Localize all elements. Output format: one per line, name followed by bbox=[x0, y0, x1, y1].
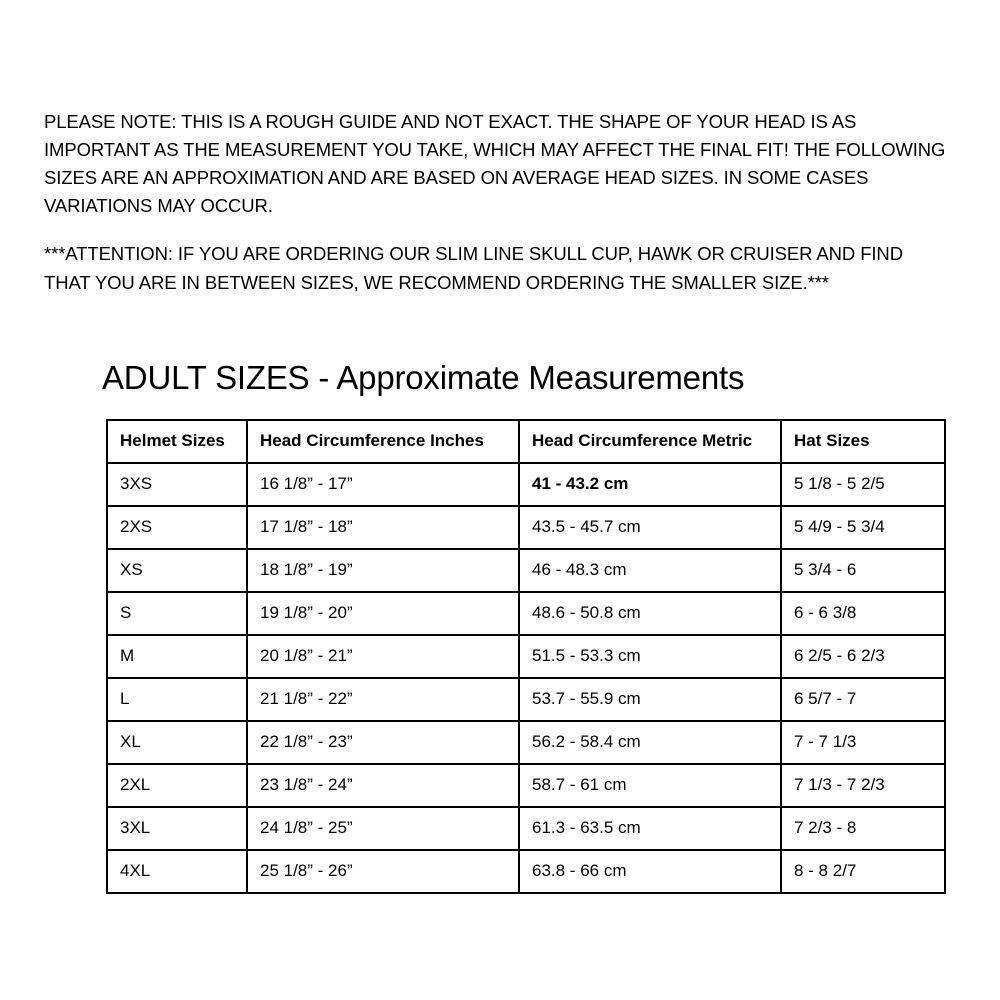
cell-head-circumference-metric: 63.8 - 66 cm bbox=[519, 850, 781, 893]
table-row bbox=[107, 678, 945, 721]
table-header-row bbox=[107, 420, 945, 463]
cell-helmet-size: XS bbox=[107, 549, 247, 592]
table-row bbox=[107, 592, 945, 635]
size-chart-table bbox=[106, 419, 946, 894]
cell-head-circumference-metric: 58.7 - 61 cm bbox=[519, 764, 781, 807]
cell-hat-size: 5 4/9 - 5 3/4 bbox=[781, 506, 945, 549]
cell-head-circumference-metric: 41 - 43.2 cm bbox=[519, 463, 781, 506]
cell-hat-size: 8 - 8 2/7 bbox=[781, 850, 945, 893]
cell-helmet-size: S bbox=[107, 592, 247, 635]
cell-hat-size: 5 3/4 - 6 bbox=[781, 549, 945, 592]
cell-head-circumference-inches: 16 1/8” - 17” bbox=[247, 463, 519, 506]
cell-head-circumference-metric: 56.2 - 58.4 cm bbox=[519, 721, 781, 764]
cell-head-circumference-metric: 53.7 - 55.9 cm bbox=[519, 678, 781, 721]
note-disclaimer: PLEASE NOTE: THIS IS A ROUGH GUIDE AND NOT EXACT. THE SHAPE OF YOUR HEAD IS AS IMPORTANT AS THE MEASUREMENT YOU TAKE, WHICH MAY AFFECT THE FINAL FIT! THE FOLLOWING SIZES ARE AN APPROXIMATION AND ARE BASED ON AVERAGE HEAD SIZES. IN SOME CASES VARIATIONS MAY OCCUR. bbox=[44, 111, 946, 217]
cell-hat-size: 5 1/8 - 5 2/5 bbox=[781, 463, 945, 506]
column-header-helmet-sizes: Helmet Sizes bbox=[107, 420, 247, 463]
cell-hat-size: 6 5/7 - 7 bbox=[781, 678, 945, 721]
table-row bbox=[107, 850, 945, 893]
table-header bbox=[107, 420, 945, 463]
cell-helmet-size: 2XS bbox=[107, 506, 247, 549]
cell-head-circumference-metric: 46 - 48.3 cm bbox=[519, 549, 781, 592]
cell-head-circumference-metric: 61.3 - 63.5 cm bbox=[519, 807, 781, 850]
cell-head-circumference-inches: 18 1/8” - 19” bbox=[247, 549, 519, 592]
cell-head-circumference-metric: 51.5 - 53.3 cm bbox=[519, 635, 781, 678]
column-header-hat-sizes: Hat Sizes bbox=[781, 420, 945, 463]
cell-helmet-size: 3XS bbox=[107, 463, 247, 506]
note-attention: ***ATTENTION: IF YOU ARE ORDERING OUR SLIM LINE SKULL CUP, HAWK OR CRUISER AND FIND THAT YOU ARE IN BETWEEN SIZES, WE RECOMMEND ORDERING THE SMALLER SIZE.*** bbox=[44, 243, 903, 293]
cell-helmet-size: XL bbox=[107, 721, 247, 764]
table-row bbox=[107, 506, 945, 549]
cell-hat-size: 7 2/3 - 8 bbox=[781, 807, 945, 850]
cell-hat-size: 7 1/3 - 7 2/3 bbox=[781, 764, 945, 807]
cell-head-circumference-inches: 22 1/8” - 23” bbox=[247, 721, 519, 764]
cell-hat-size: 6 2/5 - 6 2/3 bbox=[781, 635, 945, 678]
cell-head-circumference-inches: 25 1/8” - 26” bbox=[247, 850, 519, 893]
table-row bbox=[107, 463, 945, 506]
cell-head-circumference-inches: 24 1/8” - 25” bbox=[247, 807, 519, 850]
table-row bbox=[107, 635, 945, 678]
cell-hat-size: 7 - 7 1/3 bbox=[781, 721, 945, 764]
table-body bbox=[107, 463, 945, 893]
table-row bbox=[107, 764, 945, 807]
table-row bbox=[107, 721, 945, 764]
cell-helmet-size: M bbox=[107, 635, 247, 678]
cell-head-circumference-inches: 17 1/8” - 18” bbox=[247, 506, 519, 549]
cell-helmet-size: 3XL bbox=[107, 807, 247, 850]
cell-head-circumference-inches: 21 1/8” - 22” bbox=[247, 678, 519, 721]
column-header-head-circumference-metric: Head Circumference Metric bbox=[519, 420, 781, 463]
table-row bbox=[107, 807, 945, 850]
cell-hat-size: 6 - 6 3/8 bbox=[781, 592, 945, 635]
table-row bbox=[107, 549, 945, 592]
cell-head-circumference-metric: 48.6 - 50.8 cm bbox=[519, 592, 781, 635]
cell-head-circumference-inches: 23 1/8” - 24” bbox=[247, 764, 519, 807]
cell-head-circumference-metric: 43.5 - 45.7 cm bbox=[519, 506, 781, 549]
cell-helmet-size: 4XL bbox=[107, 850, 247, 893]
column-header-head-circumference-inches: Head Circumference Inches bbox=[247, 420, 519, 463]
cell-helmet-size: L bbox=[107, 678, 247, 721]
cell-head-circumference-inches: 20 1/8” - 21” bbox=[247, 635, 519, 678]
cell-helmet-size: 2XL bbox=[107, 764, 247, 807]
cell-head-circumference-inches: 19 1/8” - 20” bbox=[247, 592, 519, 635]
page-title: ADULT SIZES - Approximate Measurements bbox=[102, 358, 745, 396]
